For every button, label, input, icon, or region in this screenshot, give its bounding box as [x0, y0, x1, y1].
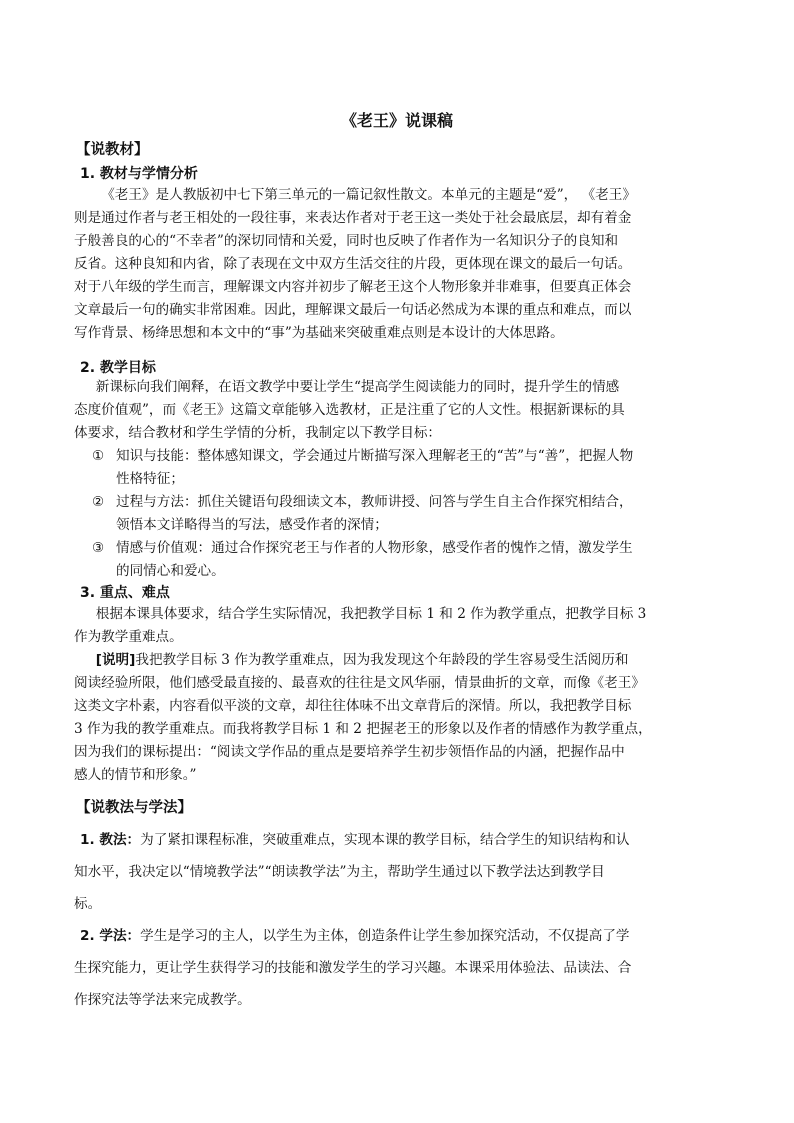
note-first-line: [74, 649, 734, 672]
paragraph-key-points: [74, 603, 734, 787]
method-first-line: [74, 920, 734, 952]
text-line: 生探究能力，更让学生获得学习的技能和激发学生的学习兴趣。本课采用体验法、品读法、合: [74, 960, 632, 976]
note-label: [说明]: [95, 652, 136, 668]
goal-item-3: [74, 537, 734, 560]
text-line: 作为教学重难点。: [74, 629, 183, 645]
subheading-key-points: 3. 重点、难点: [80, 585, 170, 601]
method-text: 为了紧扣课程标准，突破重难点，实现本课的教学目标，结合学生的知识结构和认: [140, 832, 630, 848]
text-line: 作探究法等学法来完成教学。: [74, 992, 251, 1008]
text-line: 写作背景、杨绛思想和本文中的“事”为基础来突破重难点则是本设计的大体思路。: [74, 325, 564, 341]
goal-item-1: [74, 445, 734, 468]
text-line: 子般善良的心的“不幸者”的深切同情和关爱，同时也反映了作者作为一名知识分子的良知和: [74, 233, 619, 249]
text-line: 则是通过作者与老王相处的一段往事，来表达作者对于老王这一类处于社会最底层，却有着金: [74, 210, 632, 226]
text-line: 感人的情节和形象。”: [74, 767, 197, 783]
goal-number: ③: [92, 540, 105, 556]
goal-continuation: 领悟本文详略得当的写法，感受作者的深情；: [116, 517, 388, 533]
goal-item-2: [74, 491, 734, 514]
paragraph-methods: [74, 824, 734, 1016]
text-line: 标。: [74, 896, 102, 912]
text-line: 阅读经验所限，他们感受最直接的、最喜欢的往往是文风华丽，情景曲折的文章，而像《老王》: [74, 675, 645, 691]
text-line: 根据本课具体要求，结合学生实际情况，我把教学目标 1 和 2 作为教学重点，把教学目标 3: [95, 606, 647, 622]
section-heading-methods: 【说教法与学法】: [76, 800, 192, 816]
goal-text: 知识与技能：整体感知课文，学会通过片断描写深入理解老王的“苦”与“善”，把握人物: [116, 448, 634, 464]
method-text: 学生是学习的主人，以学生为主体，创造条件让学生参加探究活动，不仅提高了学: [140, 928, 630, 944]
text-line: 知水平，我决定以“情境教学法”“朗读教学法”为主，帮助学生通过以下教学法达到教学目: [74, 864, 605, 880]
text-line: 因为我们的课标提出：“阅读文学作品的重点是要培养学生初步领悟作品的内涵，把握作品中: [74, 744, 625, 760]
method-first-line: [74, 824, 734, 856]
goal-continuation: 的同情心和爱心。: [116, 563, 225, 579]
text-line: 体要求，结合教材和学生学情的分析，我制定以下教学目标：: [74, 425, 442, 441]
text-line: 《老王》是人教版初中七下第三单元的一篇记叙性散文。本单元的主题是“爱”， 《老王》: [101, 187, 636, 203]
paragraph-teaching-goals: [74, 376, 734, 583]
goal-text: 情感与价值观：通过合作探究老王与作者的人物形象，感受作者的愧怍之情，激发学生: [116, 540, 633, 556]
page-title: 《老王》说课稿: [340, 111, 453, 130]
text-line: 态度价值观”，而《老王》这篇文章能够入选教材，正是注重了它的人文性。根据新课标的具: [74, 402, 625, 418]
goal-number: ①: [92, 448, 105, 464]
method-label-learning: 2. 学法：: [80, 928, 141, 944]
text-line: 反省。这种良知和内省，除了表现在文中双方生活交往的片段，更体现在课文的最后一句话。: [74, 256, 632, 272]
note-text: 我把教学目标 3 作为教学重难点，因为我发现这个年龄段的学生容易受生活阅历和: [135, 652, 629, 668]
text-line: 新课标向我们阐释，在语文教学中要让学生“提高学生阅读能力的同时，提升学生的情感: [95, 379, 620, 395]
goal-continuation: 性格特征；: [116, 471, 184, 487]
method-label-teaching: 1. 教法：: [80, 832, 141, 848]
subheading-material-analysis: 1. 教材与学情分析: [80, 166, 198, 182]
goal-text: 过程与方法：抓住关键语句段细读文本，教师讲授、问答与学生自主合作探究相结合，: [116, 494, 633, 510]
text-line: 3 作为我的教学重难点。而我将教学目标 1 和 2 把握老王的形象以及作者的情感作为教学重点，: [74, 721, 652, 737]
subheading-teaching-goals: 2. 教学目标: [80, 360, 156, 376]
text-line: 这类文字朴素，内容看似平淡的文章，却往往体味不出文章背后的深情。所以，我把教学目标: [74, 698, 632, 714]
text-line: 文章最后一句的确实非常困难。因此，理解课文最后一句话必然成为本课的重点和难点，而以: [74, 302, 632, 318]
section-heading-teaching-material: 【说教材】: [76, 142, 149, 158]
goal-number: ②: [92, 494, 105, 510]
text-line: 对于八年级的学生而言，理解课文内容并初步了解老王这个人物形象并非难事，但要真正体会: [74, 279, 632, 295]
paragraph-material-analysis: [74, 184, 734, 345]
